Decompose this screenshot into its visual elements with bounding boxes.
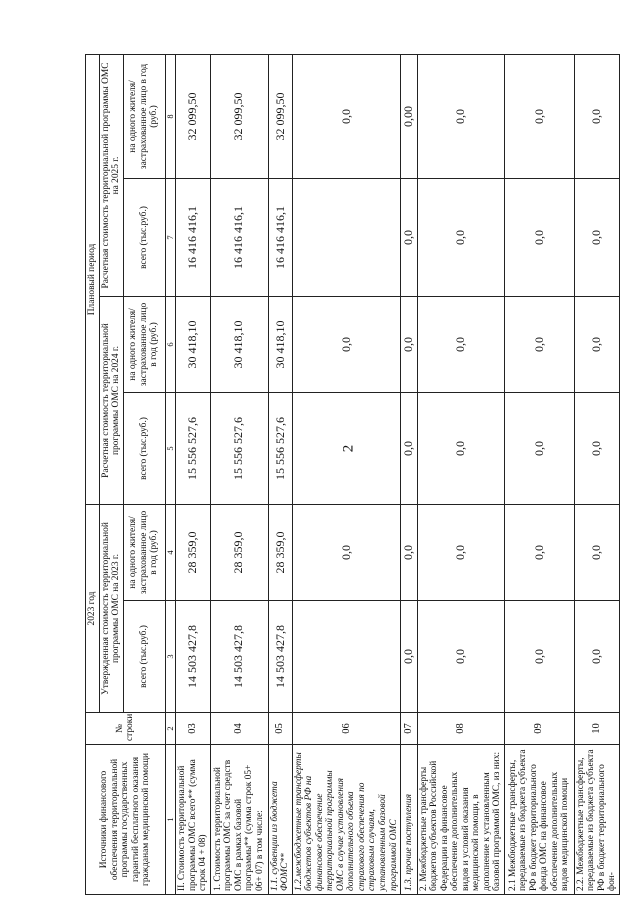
header-total-2024: всего (тыс.руб.) (123, 393, 165, 505)
cell-value: 0,0 (574, 297, 619, 393)
cell-value: 0,0 (292, 505, 400, 601)
row-code: 03 (176, 713, 211, 745)
table-row (401, 54, 417, 894)
row-code: 10 (574, 713, 619, 745)
table-row (504, 54, 574, 894)
cell-value: 0,0 (401, 601, 417, 713)
cell-value: 14 503 427,8 (210, 601, 268, 713)
table-row (574, 54, 619, 894)
cell-value: 14 503 427,8 (176, 601, 211, 713)
cell-value: 0,0 (504, 393, 574, 505)
cell-value: 0,0 (292, 297, 400, 393)
cell-value: 30 418,10 (210, 297, 268, 393)
col-index: 6 (165, 297, 176, 393)
page-number: 2 (340, 444, 357, 453)
cell-value: 16 416 416,1 (268, 179, 292, 297)
cell-value: 0,0 (417, 601, 504, 713)
header-per-person-2024: на одного жителя/застрахованное лицо в год (руб.) (123, 297, 165, 393)
header-per-person-2023: на одного жителя/застрахованное лицо в год (руб.) (123, 505, 165, 601)
cell-value: 0,0 (504, 54, 574, 178)
cell-value: 0,0 (417, 505, 504, 601)
cell-value: 0,0 (504, 505, 574, 601)
header-planned-period: Плановый период (86, 54, 100, 504)
header-approved-2023: Утвержденная стоимость территориальной программы ОМС на 2023 г. (99, 505, 123, 713)
row-label: 1. Стоимость территориальной программы ОМС за счет средств ОМС в рамках базовой программы** (сумма строк 05+ 06+ 07) в том числе: (210, 745, 268, 895)
row-label: II. Стоимость территориальной программы ОМС всего** (сумма строк 04 + 08) (176, 745, 211, 895)
cell-value (292, 393, 400, 505)
cell-value: 0,0 (417, 393, 504, 505)
col-index: 2 (165, 713, 176, 745)
cell-value: 0,0 (292, 54, 400, 178)
cell-value: 15 556 527,6 (268, 393, 292, 505)
cell-value: 14 503 427,8 (268, 601, 292, 713)
cell-value (292, 179, 400, 297)
table-row (417, 54, 504, 894)
cell-value: 0,0 (401, 297, 417, 393)
row-label: 2.2. Межбюджетные трансферты, передаваемые из бюджета субъекта РФ в бюджет территориального фон- (574, 745, 619, 895)
header-per-person-2025: на одного жителя/застрахованное лицо в год (руб.) (123, 54, 165, 178)
cell-value: 0,0 (401, 505, 417, 601)
cell-value: 15 556 527,6 (176, 393, 211, 505)
cell-value: 0,0 (574, 54, 619, 178)
header-calc-2025: Расчетная стоимость территориальной программы ОМС на 2025 г. (99, 54, 123, 296)
col-index: 1 (165, 745, 176, 895)
cell-value: 0,0 (401, 179, 417, 297)
cell-value: 0,0 (574, 393, 619, 505)
rotated-table-container (85, 55, 618, 895)
cell-value: 0,0 (574, 505, 619, 601)
cell-value: 16 416 416,1 (210, 179, 268, 297)
cell-value: 32 099,50 (268, 54, 292, 178)
table-row (292, 54, 400, 894)
header-row-no: № строки (86, 713, 166, 745)
cell-value: 0,0 (504, 601, 574, 713)
col-index: 8 (165, 54, 176, 178)
row-code: 09 (504, 713, 574, 745)
header-calc-2024: Расчетная стоимость территориальной программы ОМС на 2024 г. (99, 297, 123, 505)
cell-value: 32 099,50 (176, 54, 211, 178)
header-year-2023: 2023 год (86, 505, 100, 713)
cell-value: 0,0 (417, 54, 504, 178)
row-label: 1.1. субвенции из бюджета ФОМС** (268, 745, 292, 895)
cell-value: 28 359,0 (268, 505, 292, 601)
col-index: 4 (165, 505, 176, 601)
cell-value (292, 601, 400, 713)
col-index: 5 (165, 393, 176, 505)
row-label: 2.1 Межбюджетные трансферты, передаваемые из бюджета субъекта РФ в бюджет территориального фонда ОМС на финансовое обеспечение дополнительных видов медицинской помощи (504, 745, 574, 895)
cell-value: 30 418,10 (268, 297, 292, 393)
cell-value: 0,0 (417, 297, 504, 393)
cell-value: 0,0 (401, 393, 417, 505)
row-label: 1.2.межбюджетные трансферты бюджетов субъектов РФ на финансовое обеспечение территориальной программы ОМС в случае установления дополнительного объема страхового обеспечения по страховым случаям, установленным базовой программой ОМС (292, 745, 400, 895)
row-code: 05 (268, 713, 292, 745)
row-code: 07 (401, 713, 417, 745)
row-code: 08 (417, 713, 504, 745)
header-total-2025: всего (тыс.руб.) (123, 179, 165, 297)
cell-value: 0,0 (504, 297, 574, 393)
table-row (210, 54, 268, 894)
cell-value: 0,0 (574, 179, 619, 297)
table-row (176, 54, 211, 894)
row-code: 06 (292, 713, 400, 745)
header-source: Источники финансового обеспечения территориальной программы государственных гарантий бесплатного оказания гражданам медицинской помощи (86, 745, 166, 895)
col-index: 3 (165, 601, 176, 713)
cell-value: 30 418,10 (176, 297, 211, 393)
cell-value: 28 359,0 (176, 505, 211, 601)
row-label: 2. Межбюджетные трансферты бюджетов субъектов Российской Федерации на финансовое обеспечение дополнительных видов и условий оказания медицинской помощи, в дополнение к установленным базовой программой ОМС, из них: (417, 745, 504, 895)
cell-value: 0,0 (574, 601, 619, 713)
omc-cost-table (85, 54, 620, 895)
cell-value: 15 556 527,6 (210, 393, 268, 505)
cell-value: 28 359,0 (210, 505, 268, 601)
table-row (268, 54, 292, 894)
row-code: 04 (210, 713, 268, 745)
cell-value: 0,0 (417, 179, 504, 297)
row-label: 1.3. прочие поступления (401, 745, 417, 895)
cell-value: 16 416 416,1 (176, 179, 211, 297)
header-total-2023: всего (тыс.руб.) (123, 601, 165, 713)
cell-value: 0,0 (504, 179, 574, 297)
cell-value: 0,00 (401, 54, 417, 178)
cell-value: 32 099,50 (210, 54, 268, 178)
col-index: 7 (165, 179, 176, 297)
